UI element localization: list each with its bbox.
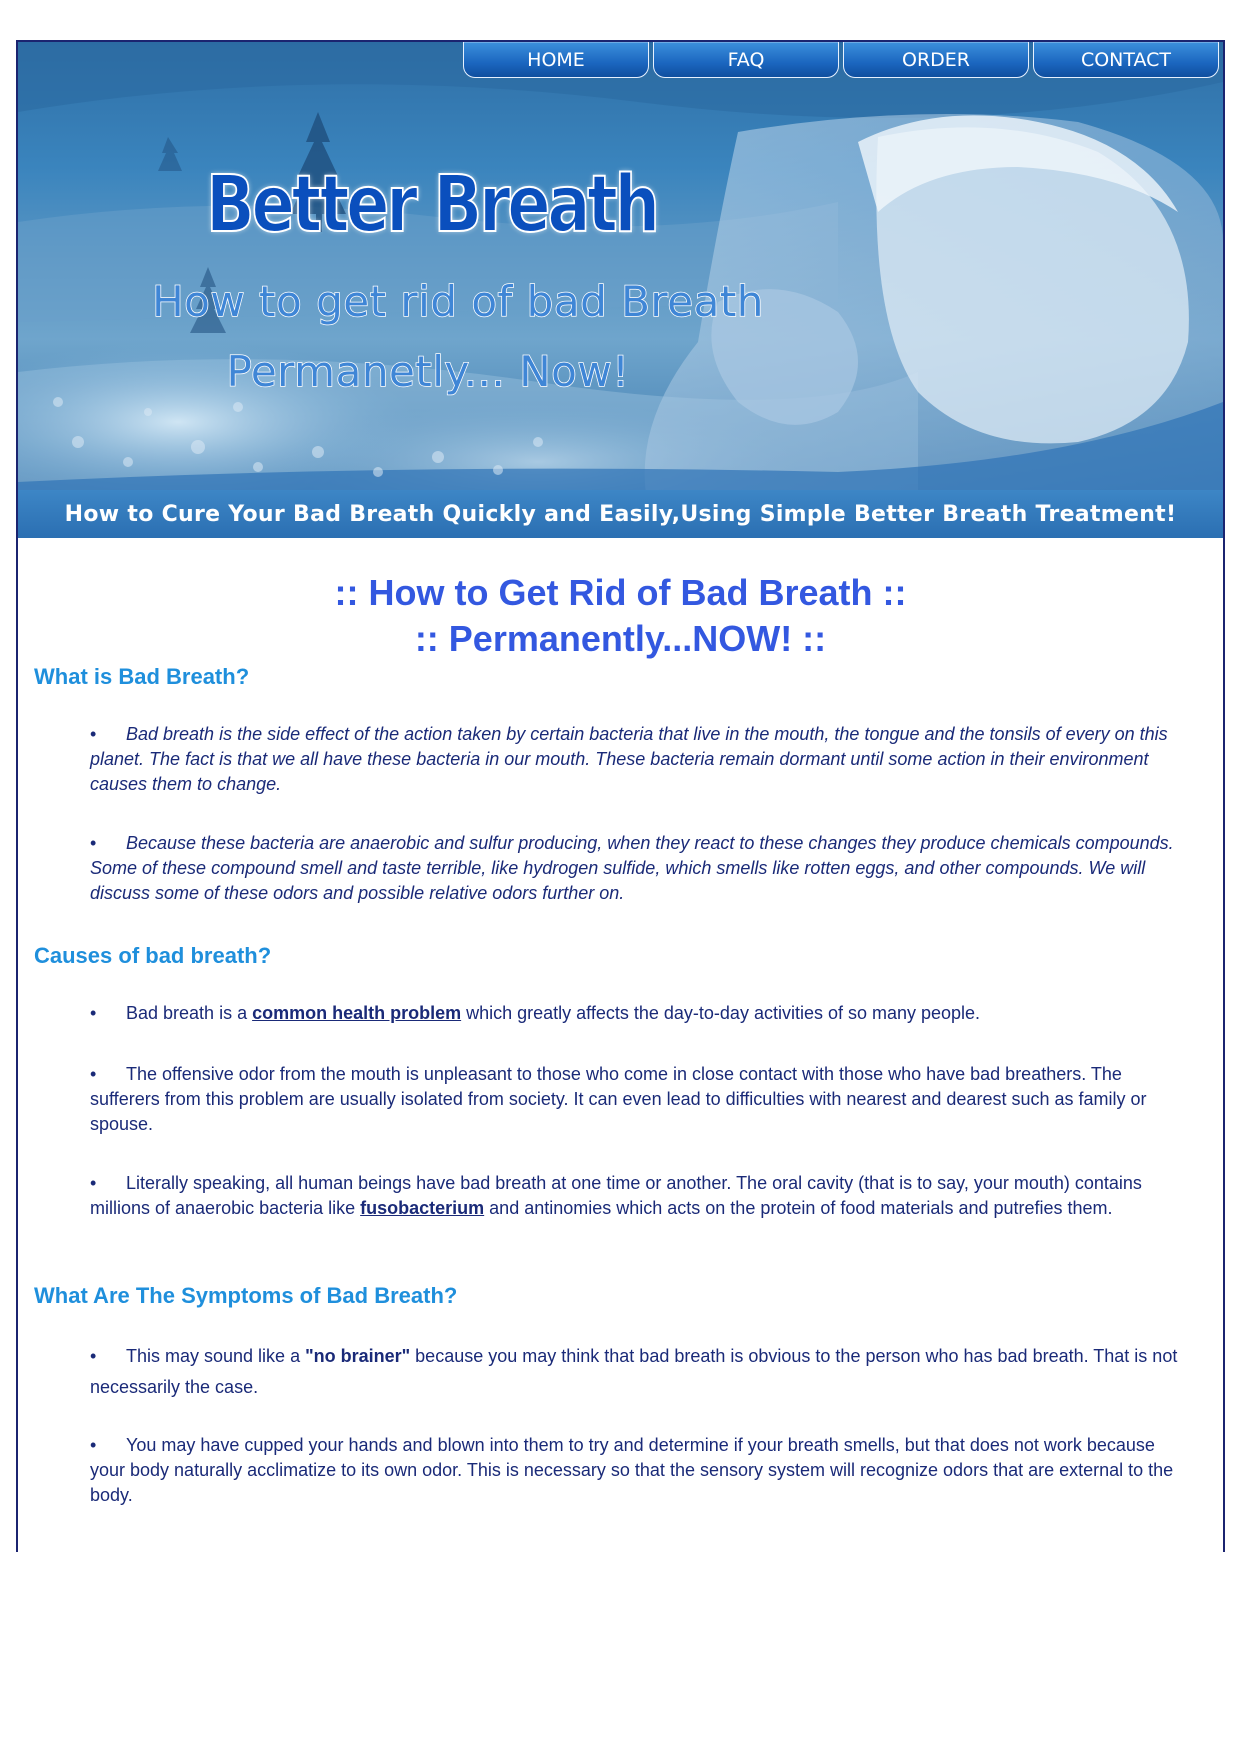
page-frame <box>16 40 1225 1552</box>
banner-tagline-1: How to get rid of bad Breath <box>152 277 764 326</box>
top-nav <box>463 42 1219 78</box>
site-logo: Better Breath <box>206 160 657 250</box>
section-heading-symptoms: What Are The Symptoms of Bad Breath? <box>34 1283 458 1308</box>
banner-tagline-2: Permanetly... Now! <box>226 347 630 396</box>
header-banner <box>18 42 1223 538</box>
list-item: • The offensive odor from the mouth is unpleasant to those who come in close contact with those who have bad breathers. The sufferers from this problem are usually isolated from society. It can even lead to difficulties with nearest and dearest such as family or spouse. <box>90 1064 1147 1134</box>
section-heading-what-is: What is Bad Breath? <box>34 664 250 689</box>
list-item: • Literally speaking, all human beings have bad breath at one time or another. The oral cavity (that is to say, your mouth) contains millions of anaerobic bacteria like fusobacterium and antinomies which acts on the protein of food materials and putrefies them. <box>90 1173 1142 1218</box>
section-heading-causes: Causes of bad breath? <box>34 943 272 968</box>
nav-home-button[interactable]: HOME <box>463 42 649 78</box>
page-title-line-1: :: How to Get Rid of Bad Breath :: <box>334 572 907 613</box>
bullet-icon: • <box>90 1346 97 1366</box>
no-brainer-emphasis: "no brainer" <box>305 1346 411 1366</box>
main-content <box>18 538 1223 1505</box>
list-item: • Because these bacteria are anaerobic and sulfur producing, when they react to these changes they produce chemicals compounds. Some of these compound smell and taste terrible, like hydrogen sulfide, which smells like rotten eggs, and other compounds. We will discuss some of these odors and possible relative odors further on. <box>90 833 1174 903</box>
fusobacterium-link[interactable]: fusobacterium <box>360 1198 485 1218</box>
nav-contact-button[interactable]: CONTACT <box>1033 42 1219 78</box>
nav-faq-button[interactable]: FAQ <box>653 42 839 78</box>
bullet-icon: • <box>90 1435 97 1455</box>
bullet-icon: • <box>90 724 97 744</box>
bullet-icon: • <box>90 1064 97 1084</box>
bullet-icon: • <box>90 833 97 853</box>
bullet-icon: • <box>90 1003 97 1023</box>
list-item: • You may have cupped your hands and blown into them to try and determine if your breath smells, but that does not work because your body naturally acclimatize to its own odor. This is necessary so that the sensory system will recognize odors that are external to the body. <box>90 1435 1174 1505</box>
banner-strip: How to Cure Your Bad Breath Quickly and Easily,Using Simple Better Breath Treatment! <box>18 490 1223 538</box>
bullet-icon: • <box>90 1173 97 1193</box>
list-item: • This may sound like a "no brainer" because you may think that bad breath is obvious to the person who has bad breath. That is not necessarily the case. <box>90 1341 1180 1403</box>
list-item: • Bad breath is the side effect of the action taken by certain bacteria that live in the mouth, the tongue and the tonsils of every on this planet. The fact is that we all have these bacteria in our mouth. These bacteria remain dormant until some action in their environment causes them to change. <box>90 724 1168 794</box>
list-item: • Bad breath is a common health problem which greatly affects the day-to-day activities of so many people. <box>90 1001 1180 1026</box>
page-title <box>18 570 1223 662</box>
common-health-problem-link[interactable]: common health problem <box>252 1003 462 1023</box>
nav-order-button[interactable]: ORDER <box>843 42 1029 78</box>
page-title-line-2: :: Permanently...NOW! :: <box>414 618 827 659</box>
